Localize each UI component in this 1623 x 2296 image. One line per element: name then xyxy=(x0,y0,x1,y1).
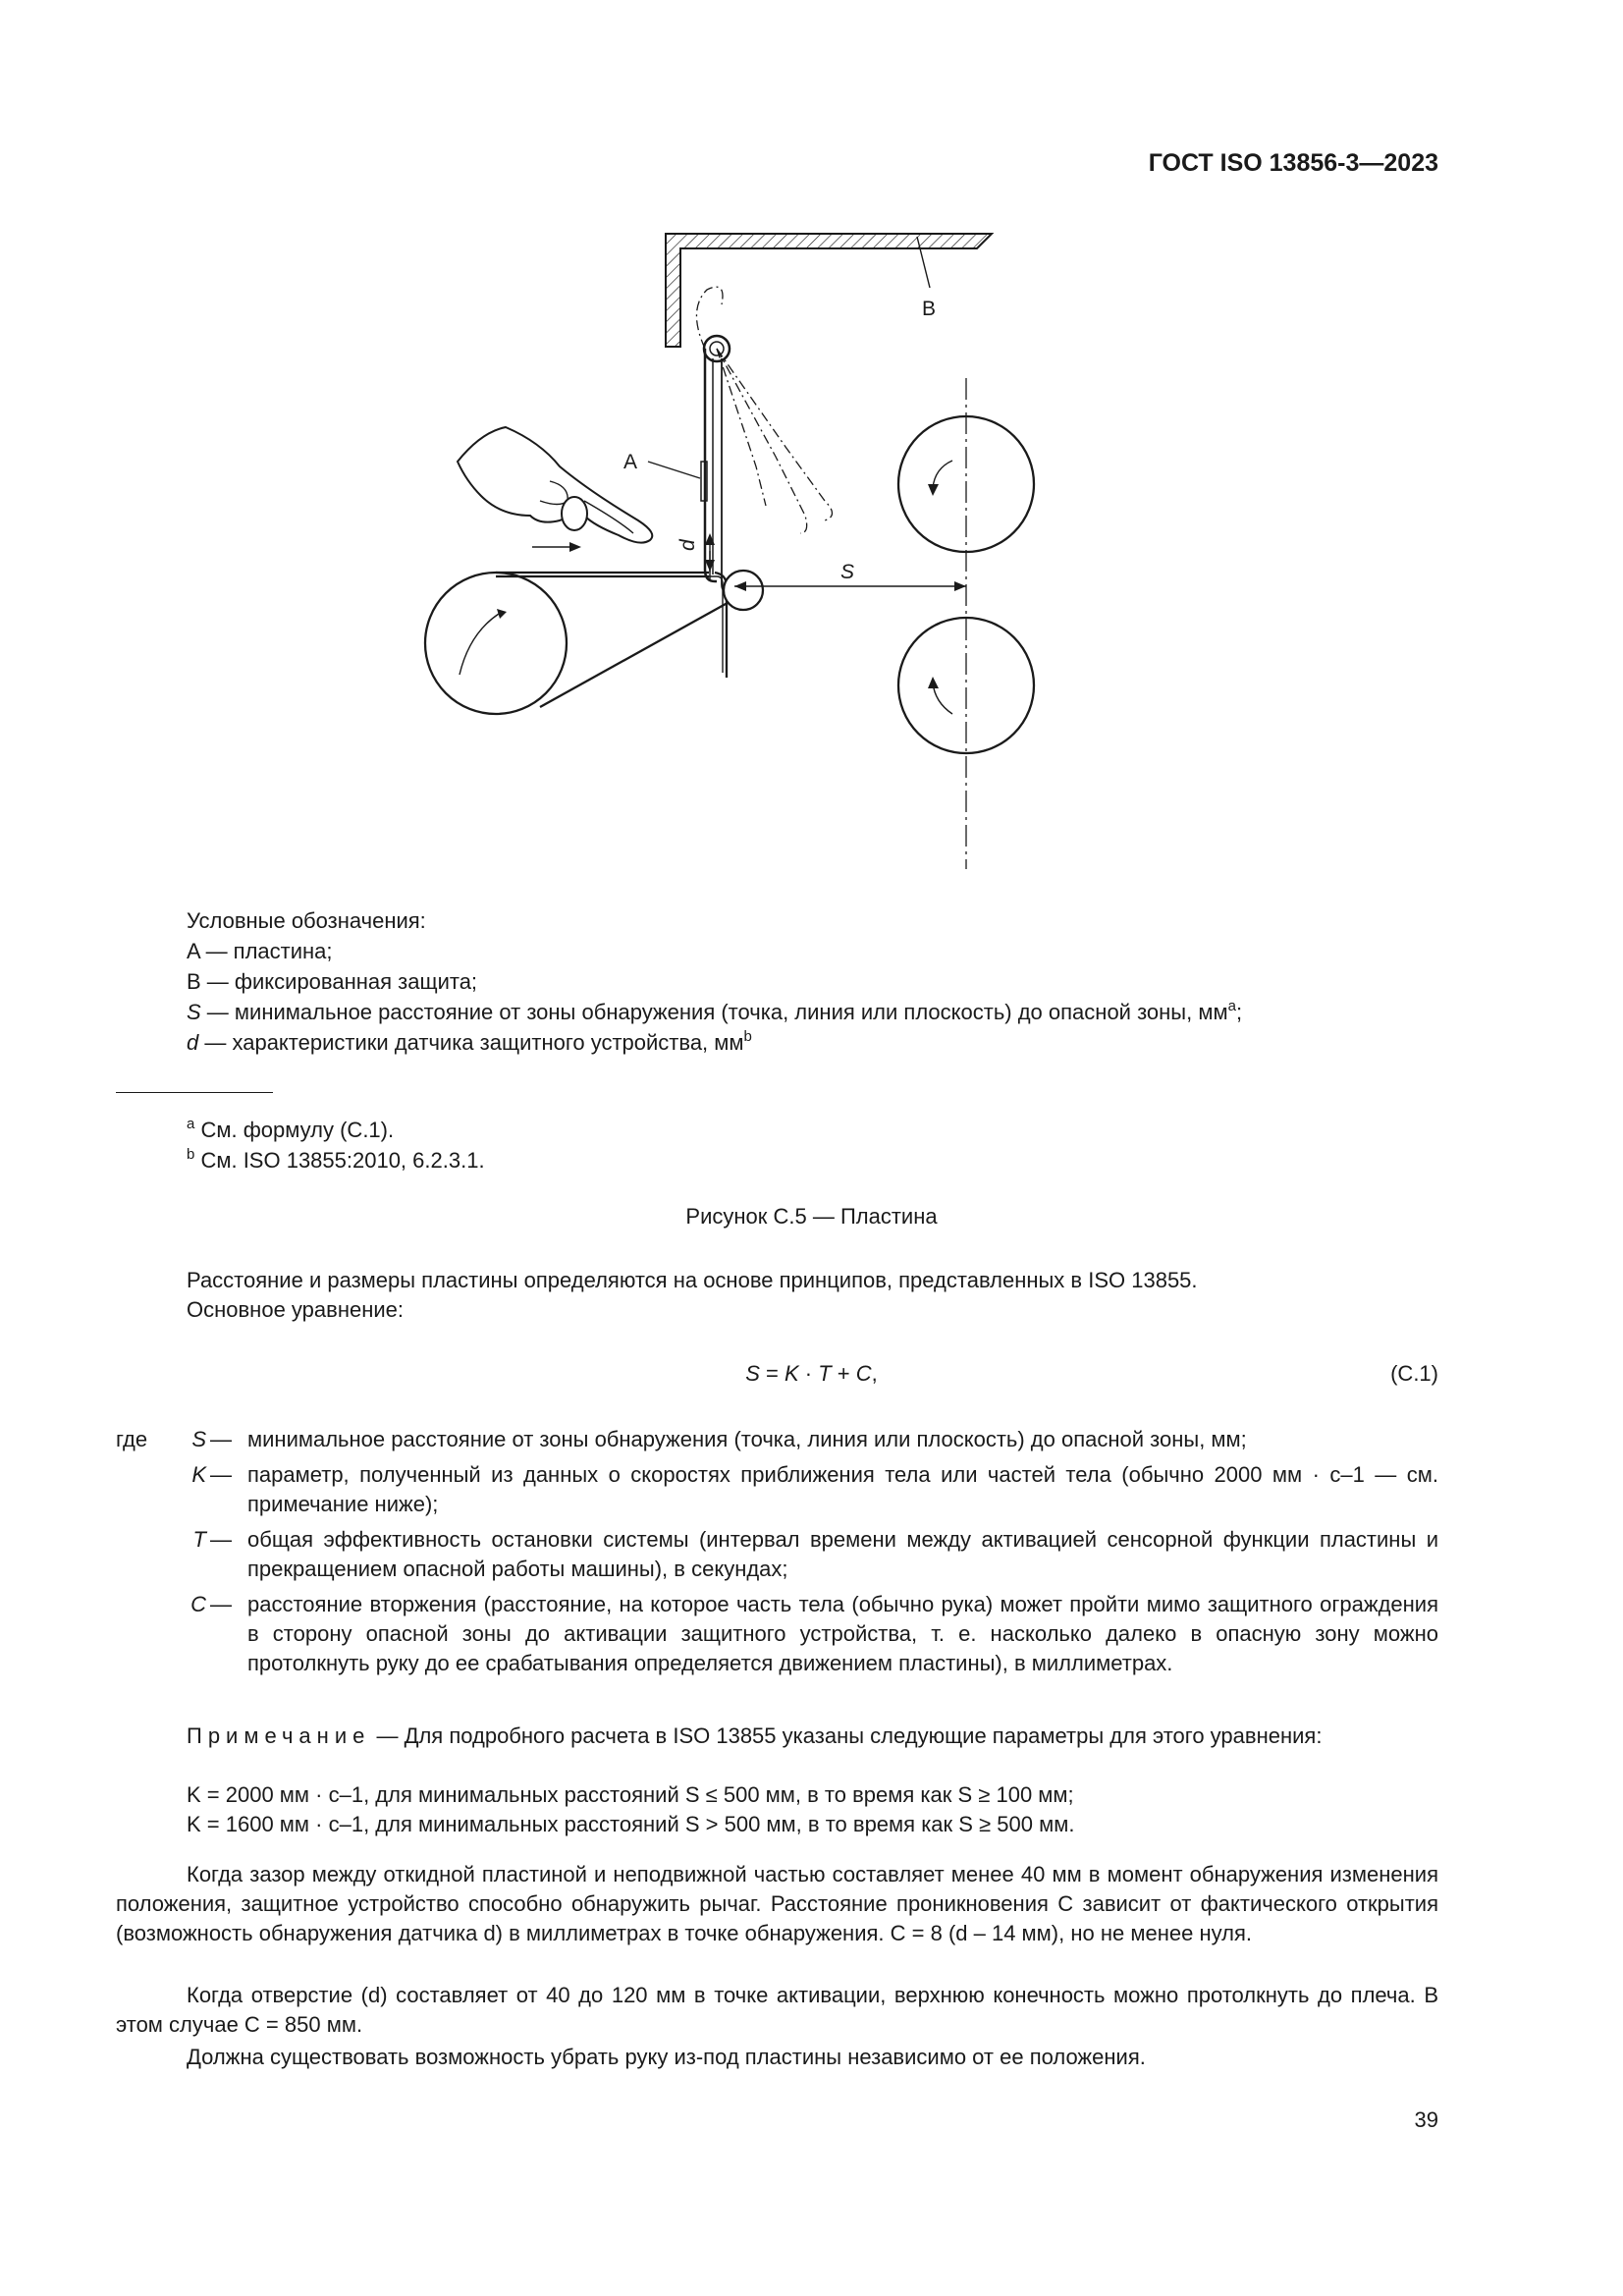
note-parameters xyxy=(187,1780,1074,1839)
intro-line: Расстояние и размеры пластины определяются на основе принципов, представленных в ISO 13855. xyxy=(187,1268,1198,1292)
label-d: d xyxy=(676,539,699,551)
intro-line: Основное уравнение: xyxy=(187,1297,404,1322)
fixed-guard-shape xyxy=(666,234,992,347)
label-s: S xyxy=(840,561,855,583)
label-a-leader xyxy=(648,462,700,478)
variable-row: где S — минимальное расстояние от зоны обнаружения (точка, линия или плоскость) до опасной зоны, мм; xyxy=(116,1427,1247,1451)
note-label: Примечание xyxy=(187,1723,371,1748)
fingertip-shape xyxy=(562,497,587,530)
body-paragraph: Должна существовать возможность убрать руку из-под пластины независимо от ее положения. xyxy=(187,2045,1146,2069)
legend-item-s: S — минимальное расстояние от зоны обнаружения (точка, линия или плоскость) до опасной зоны, $мм^а$; xyxy=(187,998,1243,1024)
variable-row: K — параметр, полученный из данных о скоростях приближения тела или частей тела (обычно 2000 мм · с–1 — см. примечание ниже); xyxy=(191,1462,1438,1516)
note-line: K = 2000 мм · с–1, для минимальных расстояний S ≤ 500 мм, в то время как S ≥ 100 мм; xyxy=(187,1782,1074,1807)
footnote-b: $^b$ См. ISO 13855:2010, 6.2.3.1. xyxy=(187,1146,485,1173)
legend-item-b: B — фиксированная защита; xyxy=(187,969,478,994)
label-a: A xyxy=(623,451,638,473)
legend-heading: Условные обозначения: xyxy=(187,908,426,933)
label-b: B xyxy=(922,298,937,320)
hand-shape xyxy=(458,427,652,543)
plate-a-shape xyxy=(701,349,717,581)
footnote-divider xyxy=(116,1092,273,1093)
formula-number: (C.1) xyxy=(1390,1361,1438,1386)
formula-c1: S = K · T + C, xyxy=(745,1361,878,1386)
plate-alternate-positions xyxy=(696,287,832,533)
body-paragraph: Когда отверстие (d) составляет от 40 до 120 мм в точке активации, верхнюю конечность можно протолкнуть до плеча. В этом случае C = 850 мм. xyxy=(116,1983,1438,2037)
figure-legend xyxy=(187,905,1242,1058)
body-paragraph: Когда зазор между откидной пластиной и неподвижной частью составляет менее 40 мм в момент обнаружения изменения положения, защитное устройство способно обнаружить рычаг. Расстояние проникновения C зависит от фактического открытия (возможность обнаружения датчика d) в миллиметрах в точке обнаружения. C = 8 (d – 14 мм), но не менее нуля. xyxy=(116,1862,1438,1945)
legend-item-d: d — характеристики датчика защитного устройства, $мм^b$ xyxy=(187,1028,752,1055)
legend-item-a: A — пластина; xyxy=(187,939,333,963)
feed-arrow xyxy=(532,542,581,552)
footnote-a: $^а$ См. формулу (C.1). xyxy=(187,1116,395,1142)
document-header-title: ГОСТ ISO 13856-3—2023 xyxy=(1148,149,1438,177)
note-paragraph: Примечание — Для подробного расчета в ISO 13855 указаны следующие параметры для этого уравнения: xyxy=(187,1723,1323,1748)
intro-paragraph xyxy=(187,1266,1198,1325)
return-roller xyxy=(724,571,763,610)
figure-plate-diagram xyxy=(422,221,1041,874)
figure-caption: Рисунок C.5 — Пластина xyxy=(685,1204,938,1229)
note-line: K = 1600 мм · с–1, для минимальных расстояний S > 500 мм, в то время как S ≥ 500 мм. xyxy=(187,1812,1075,1836)
variable-row: C — расстояние вторжения (расстояние, на которое часть тела (обычно рука) может пройти мимо защитного ограждения в сторону опасной зоны до активации защитного устройства, т. е. насколько далеко в опасную зону можно протолкнуть руку до ее срабатывания определяется движением пластины), в миллиметрах. xyxy=(190,1592,1438,1675)
footnotes xyxy=(187,1115,485,1175)
formula-variables xyxy=(116,1425,1438,1684)
page-number: 39 xyxy=(1414,2107,1438,2132)
variable-row: T — общая эффективность остановки системы (интервал времени между активацией сенсорной функции пластины и прекращением опасной работы машины), в секундах; xyxy=(192,1527,1438,1581)
